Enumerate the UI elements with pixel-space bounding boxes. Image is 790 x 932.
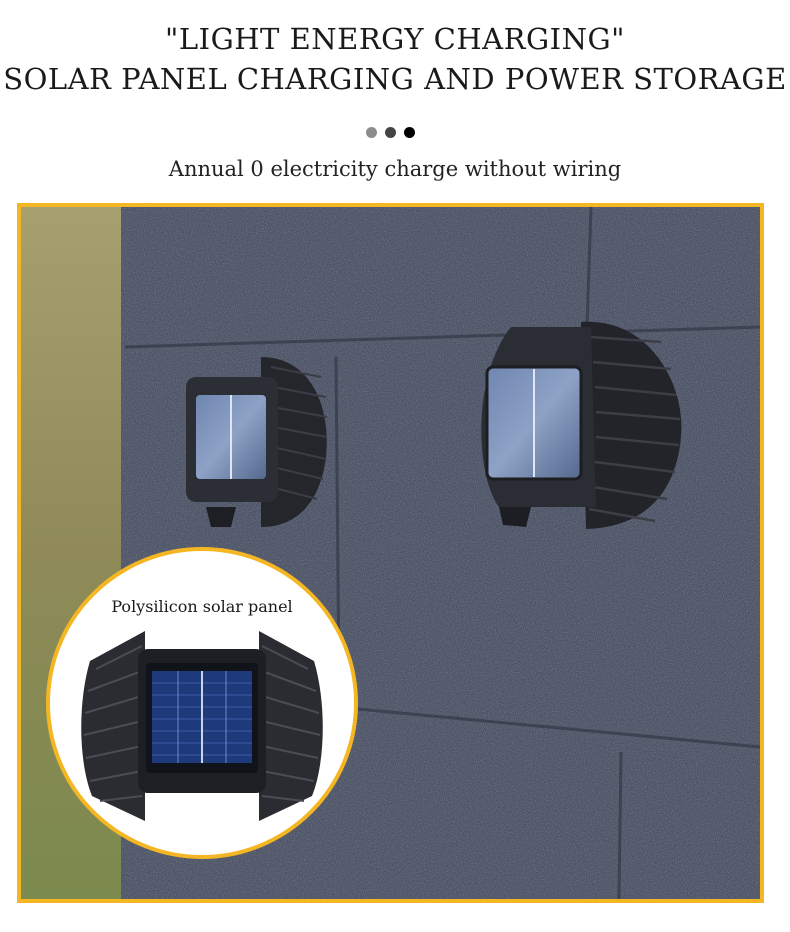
inset-circle	[46, 547, 358, 859]
carousel-dots	[366, 127, 426, 141]
carousel-dot[interactable]	[366, 127, 377, 138]
carousel-dot-active[interactable]	[404, 127, 415, 138]
carousel-dot[interactable]	[385, 127, 396, 138]
solar-lamp-icon	[186, 357, 327, 527]
solar-panel-icon	[50, 551, 354, 855]
subtitle: Annual 0 electricity charge without wiring	[168, 157, 622, 181]
solar-lamp-icon	[481, 322, 681, 529]
headline-line-1: "LIGHT ENERGY CHARGING"	[165, 22, 625, 56]
inset-label: Polysilicon solar panel	[111, 597, 293, 616]
headline-line-2: SOLAR PANEL CHARGING AND POWER STORAGE	[3, 62, 787, 96]
